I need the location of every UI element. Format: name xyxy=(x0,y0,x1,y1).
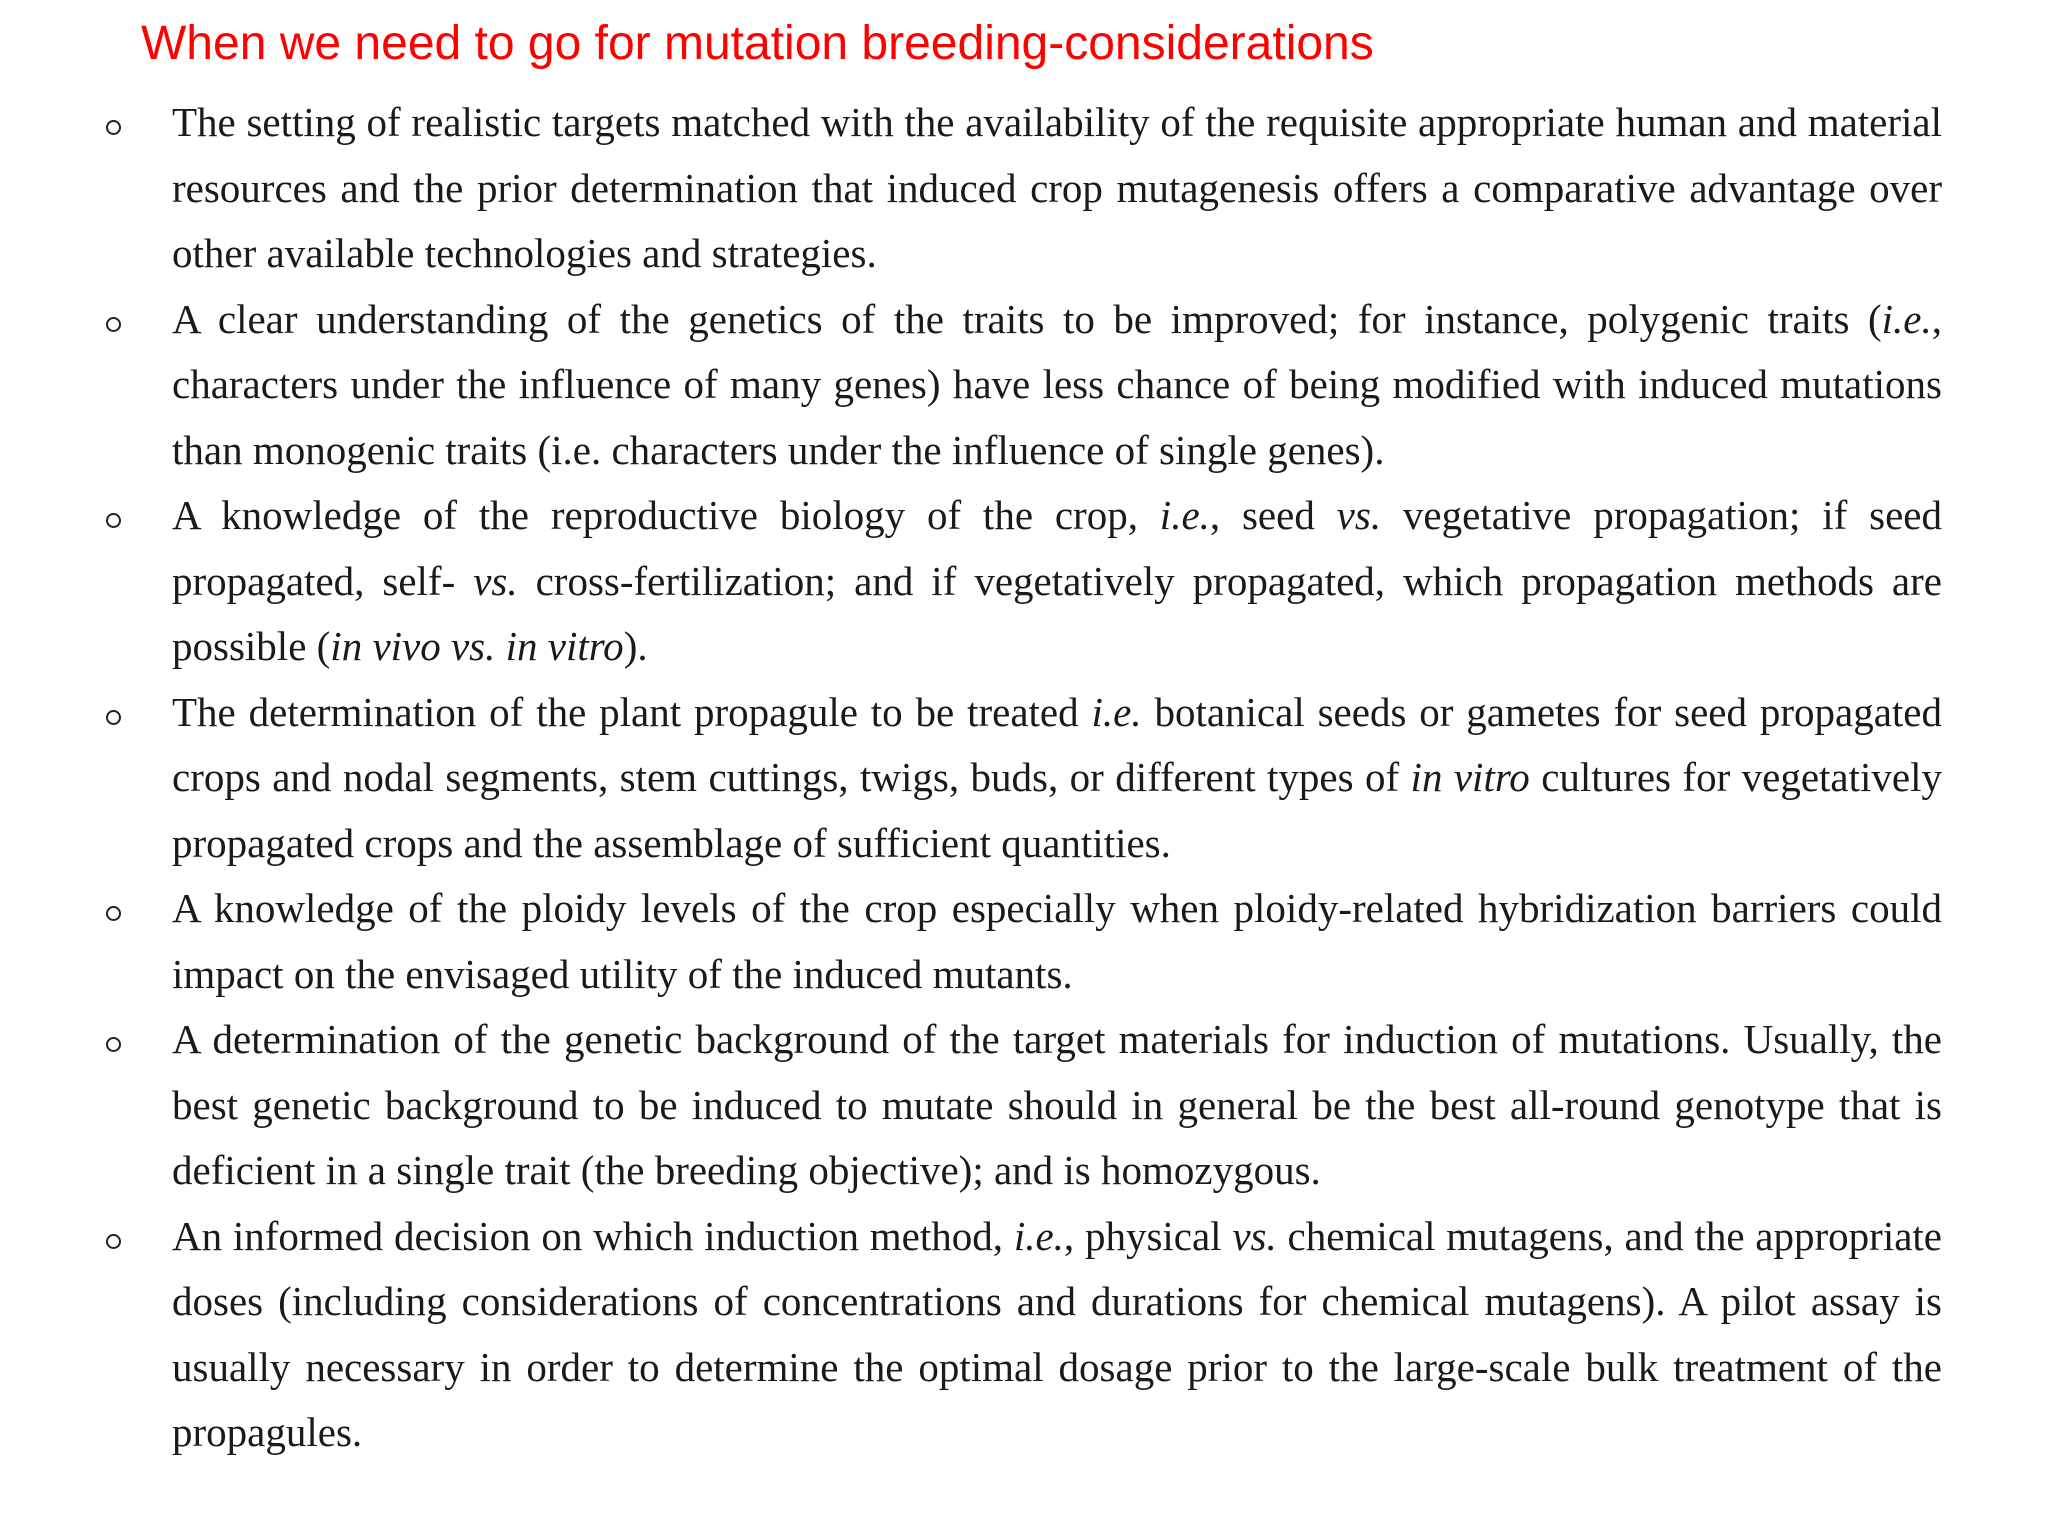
italic-text-segment: i.e. xyxy=(1091,688,1142,735)
text-segment: vegetative propagation; if seed propagated, self- xyxy=(172,492,1942,604)
slide-title: When we need to go for mutation breeding-considerations xyxy=(141,17,1374,70)
hollow-circle-icon xyxy=(106,710,121,725)
text-segment: , seed xyxy=(1209,492,1337,538)
text-segment: , physical xyxy=(1063,1212,1233,1259)
text-segment: , characters under the influence of many genes) have less chance of being modified with induced mutations than monogenic traits (i.e. characters under the influence of single genes). xyxy=(172,295,1942,473)
bullet-item xyxy=(100,1204,1942,1466)
text-segment: A clear understanding of the genetics of the traits to be improved; for instance, polygenic traits ( xyxy=(172,295,1882,342)
text-segment: botanical seeds or gametes for seed propagated crops and nodal segments, stem cuttings, twigs, buds, or different types of xyxy=(172,688,1942,800)
text-segment: cultures for vegetatively propagated crops and the assemblage of sufficient quantities. xyxy=(172,754,1942,866)
italic-text-segment: i.e. xyxy=(1159,492,1210,538)
bullet-text xyxy=(172,1204,1942,1466)
text-segment: chemical mutagens, and the appropriate doses (including considerations of concentrations and durations for chemical mutagens). A pilot assay is usually necessary in order to determine the optimal dosage prior to the large-scale bulk treatment of the propagules. xyxy=(172,1212,1942,1455)
hollow-circle-icon xyxy=(106,906,121,921)
text-segment: A knowledge of the ploidy levels of the crop especially when ploidy-related hybridization barriers could impact on the envisaged utility of the induced mutants. xyxy=(172,885,1942,997)
text-segment: A determination of the genetic background of the target materials for induction of mutations. Usually, the best genetic background to be induced to mutate should in general be the best all-round genotype that is deficient in a single trait (the breeding objective); and is homozygous. xyxy=(172,1016,1942,1193)
bullet-text xyxy=(172,680,1942,877)
italic-text-segment: i.e. xyxy=(1881,295,1932,342)
bullet-text xyxy=(172,876,1942,1007)
text-segment: The setting of realistic targets matched with the availability of the requisite appropriate human and material resources and the prior determination that induced crop mutagenesis offers a comparative advantage over other available technologies and strategies. xyxy=(172,99,1942,276)
bullet-list xyxy=(100,90,1942,1466)
text-segment: The determination of the plant propagule to be treated xyxy=(172,688,1092,735)
hollow-circle-icon xyxy=(106,1234,121,1249)
text-segment: An informed decision on which induction method, xyxy=(172,1212,1014,1259)
italic-text-segment: vs. xyxy=(1232,1212,1277,1259)
hollow-circle-icon xyxy=(106,1037,121,1052)
hollow-circle-icon xyxy=(106,513,121,528)
bullet-item xyxy=(100,483,1942,680)
bullet-text xyxy=(172,90,1942,287)
hollow-circle-icon xyxy=(106,317,121,332)
bullet-item xyxy=(100,1007,1942,1204)
italic-text-segment: in vitro xyxy=(1410,754,1530,800)
text-segment: cross-fertilization; and if vegetatively propagated, which propagation methods are possible ( xyxy=(172,557,1942,669)
bullet-item xyxy=(100,680,1942,877)
bullet-item xyxy=(100,287,1942,484)
italic-text-segment: vs. xyxy=(473,557,518,604)
text-segment: ). xyxy=(623,623,648,669)
bullet-text xyxy=(172,287,1942,484)
bullet-text xyxy=(172,483,1942,680)
italic-text-segment: vs. xyxy=(1336,492,1382,538)
bullet-item xyxy=(100,876,1942,1007)
hollow-circle-icon xyxy=(106,120,121,135)
bullet-text xyxy=(172,1007,1942,1204)
italic-text-segment: i.e. xyxy=(1013,1212,1064,1259)
bullet-item xyxy=(100,90,1942,287)
italic-text-segment: in vivo vs. in vitro xyxy=(330,623,624,669)
text-segment: A knowledge of the reproductive biology of the crop, xyxy=(172,492,1160,538)
